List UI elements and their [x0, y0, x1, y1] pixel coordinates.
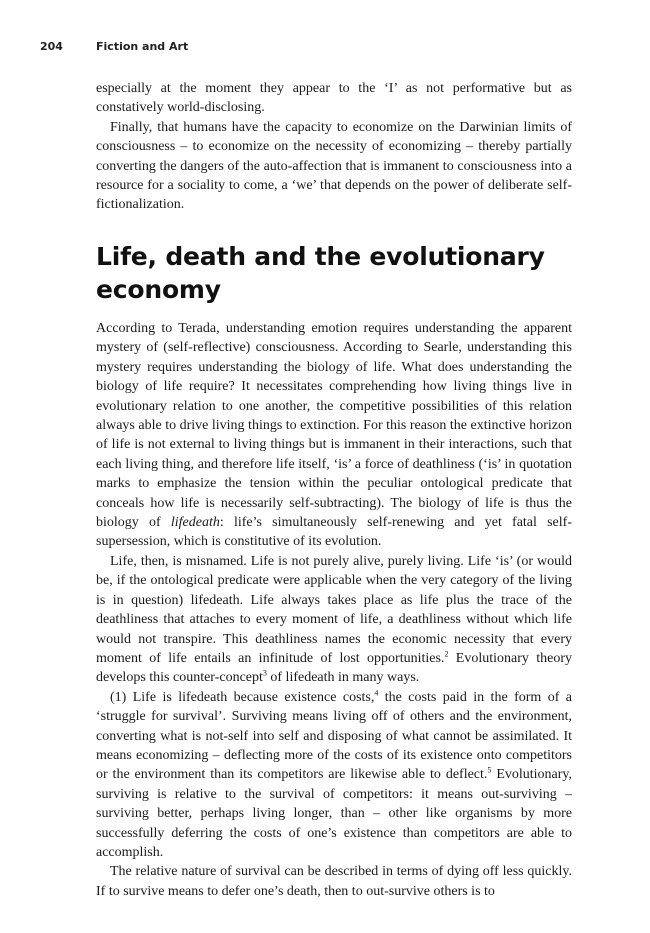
- section-heading: [96, 240, 576, 306]
- text-run: According to Terada, understanding emotion requires understanding the apparent mystery of (self-reflective) consciousness. According to Searle, understanding this mystery requires understanding the biology of life. What does understanding the biology of life require? It necessitates comprehending how living things live in evolutionary relation to one another, the competitive possibilities of this relation always able to drive living things to extinction. For this reason the extinctive horizon of life is not external to living things but is immanent in their interactions, such that each living thing, and therefore life itself, ‘is’ a force of deathliness (‘is’ in quotation marks to emphasize the tension within the peculiar ontological predicate that conceals how life is necessarily self-subtracting). The biology of life is thus the biology of: [96, 321, 572, 531]
- paragraph: Finally, that humans have the capacity to economize on the Darwinian limits of consciousness – to economize on the necessity of economizing – thereby partially converting the dangers of the auto-affection that is immanent to consciousness into a resource for a sociality to come, a ‘we’ that depends on the power of deliberate self-fictionalization.: [96, 119, 572, 213]
- footnote-ref[interactable]: 3: [262, 668, 267, 678]
- paragraph: especially at the moment they appear to the ‘I’ as not performative but as constatively world-disclosing.: [96, 81, 572, 116]
- footnote-ref[interactable]: 4: [374, 688, 379, 698]
- top-text-block: [96, 79, 572, 215]
- running-head: [40, 40, 188, 53]
- text-run: of lifedeath in many ways.: [266, 670, 420, 686]
- text-run: : life’s simultaneously self-renewing and yet fatal self-supersession, which is constitutive of its evolution.: [96, 515, 572, 550]
- paragraph: [96, 552, 572, 688]
- text-run: (1) Life is lifedeath because existence costs,: [110, 689, 375, 705]
- footnote-ref[interactable]: 5: [487, 765, 492, 775]
- text-run: the costs paid in the form of a ‘struggle for survival’. Surviving means living off of others and the environment, converting what is not-self into self and disposing of what cannot be assimilated. It means economizing – deflecting more of the costs of its existence onto competitors or the environment than its competitors are likewise able to deflect.: [96, 689, 572, 783]
- main-text-block: [96, 319, 572, 901]
- paragraph: [96, 688, 572, 863]
- text-run: Life, then, is misnamed. Life is not purely alive, purely living. Life ‘is’ (or would be, if the ontological predicate were applicable when the very category of the living is in question) lifedeath. Life always takes place as life plus the trace of the deathliness that attaches to every moment of life, a deathliness without which life would not transpire. This deathliness names the economic necessity that every moment of life entails an infinitude of lost opportunities.: [96, 553, 572, 666]
- text-run: Evolutionary theory develops this counter-concept: [96, 650, 572, 686]
- running-head-title: Fiction and Art: [96, 40, 189, 53]
- text-run: Evolutionary, surviving is relative to the survival of competitors: it means out-surviving – surviving better, perhaps living longer, than – other like organisms by more successfully deferring the costs of one’s existence than competitors are able to accomplish.: [96, 767, 573, 860]
- footnote-ref[interactable]: 2: [444, 649, 449, 659]
- paragraph: [96, 319, 572, 552]
- page-number: 204: [40, 40, 63, 53]
- emphasis-term: lifedeath: [170, 515, 220, 531]
- section-heading-line: economy: [96, 275, 221, 304]
- paragraph: The relative nature of survival can be described in terms of dying off less quickly. If to survive means to defer one’s death, then to out-survive others is to: [96, 864, 572, 899]
- section-heading-line: Life, death and the evolutionary: [96, 242, 545, 271]
